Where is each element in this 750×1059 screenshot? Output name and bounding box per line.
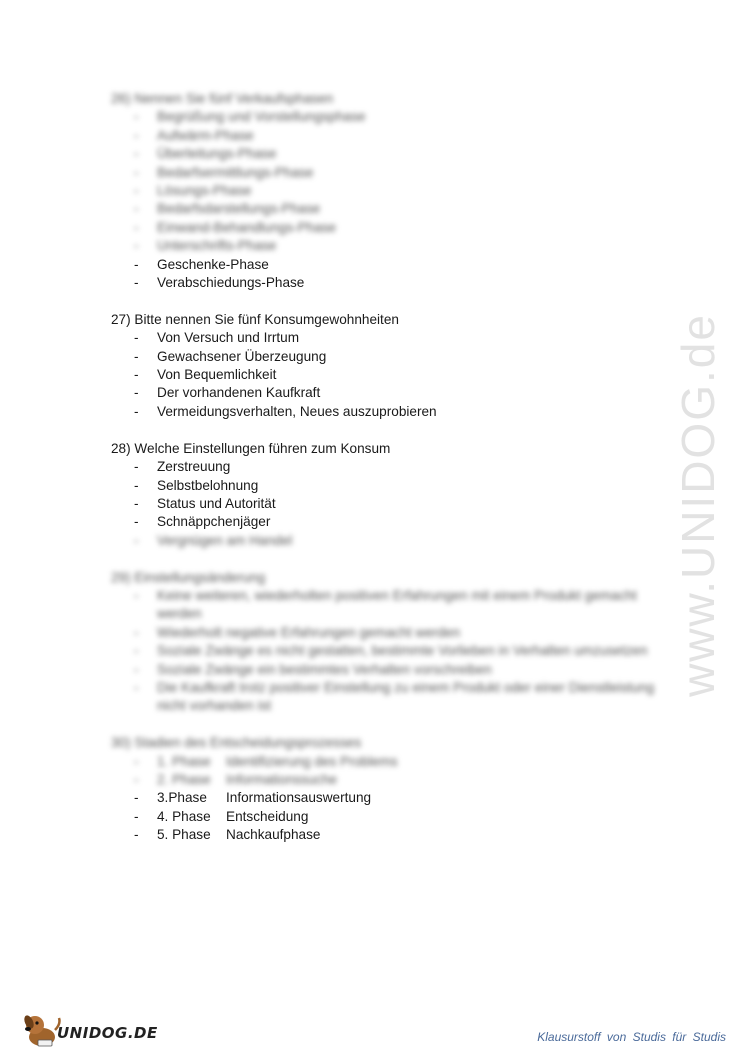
footer-slogan: Klausurstoff von Studis für Studis [537, 1030, 726, 1044]
list-item: - Schnäppchenjäger [134, 514, 271, 530]
list-item: - Gewachsener Überzeugung [134, 348, 327, 364]
list-item: - Bedarfsermittlungs-Phase [134, 164, 314, 180]
question-heading: 27) Bitte nennen Sie fünf Konsumgewohnheiten [111, 311, 399, 327]
answer-list [111, 329, 671, 421]
list-item: - Geschenke-Phase [134, 256, 269, 272]
list-item: - Bedarfsdarstellungs-Phase [134, 201, 321, 217]
question-heading: 29) Einstellungsänderung [111, 569, 266, 585]
unidog-logo [22, 1010, 158, 1050]
list-item: - Status und Autorität [134, 495, 276, 511]
list-item: - Vergnügen am Handel [134, 532, 293, 548]
list-item: - Von Versuch und Irrtum [134, 330, 300, 346]
list-item: - Vermeidungsverhalten, Neues auszuprobieren [134, 403, 437, 419]
question-heading: 26) Nennen Sie fünf Verkaufsphasen [111, 91, 334, 106]
list-item: - Zerstreuung [134, 459, 231, 475]
answer-list [111, 587, 671, 716]
answer-list [111, 108, 671, 292]
question-28 [111, 440, 671, 550]
watermark-text: www.UNIDOG.de [672, 313, 725, 697]
phase-item: - 1. Phase Identifizierung des Problems [134, 753, 398, 769]
list-item: - Selbstbelohnung [134, 477, 259, 493]
phase-item: - 2. Phase Informationssuche [134, 771, 338, 787]
document-body [111, 90, 671, 863]
list-item: - Aufwärm-Phase [134, 127, 254, 143]
list-item: - Lösungs-Phase [134, 183, 252, 199]
list-item: - Keine weiteren, wiederholten positiven Erfahrungen mit einem Produkt gemacht werden [134, 587, 637, 622]
list-item: - Einwand-Behandlungs-Phase [134, 219, 337, 235]
list-item: - Soziale Zwänge es nicht gestatten, bestimmte Vorlieben in Verhalten umzusetzen [134, 643, 648, 659]
question-29 [111, 569, 671, 716]
logo-text: UNIDOG.DE [57, 1024, 158, 1042]
answer-list [111, 458, 671, 550]
list-item: - Von Bequemlichkeit [134, 367, 277, 383]
question-26 [111, 90, 671, 292]
phase-item: - 4. Phase Entscheidung [134, 808, 309, 824]
dog-icon [22, 1010, 62, 1050]
phase-list [111, 753, 671, 845]
list-item: - Begrüßung und Vorstellungsphase [134, 109, 366, 125]
list-item: - Überleitungs-Phase [134, 146, 277, 162]
phase-item: - 3.Phase Informationsauswertung [134, 790, 372, 806]
watermark [672, 270, 732, 740]
list-item: - Verabschiedungs-Phase [134, 275, 305, 291]
list-item: - Wiederholt negative Erfahrungen gemacht werden [134, 624, 461, 640]
list-item: - Die Kaufkraft trotz positiver Einstellung zu einem Produkt oder einer Dienstleistung nicht vorhanden ist [134, 679, 655, 714]
question-heading: 28) Welche Einstellungen führen zum Konsum [111, 440, 391, 456]
list-item: - Unterschrifts-Phase [134, 238, 277, 254]
phase-item: - 5. Phase Nachkaufphase [134, 827, 321, 843]
question-30 [111, 734, 671, 844]
list-item: - Der vorhandenen Kaufkraft [134, 385, 321, 401]
question-heading: 30) Stadien des Entscheidungsprozesses [111, 735, 362, 751]
list-item: - Soziale Zwänge ein bestimmtes Verhalten vorschreiben [134, 661, 492, 677]
question-27 [111, 311, 671, 421]
